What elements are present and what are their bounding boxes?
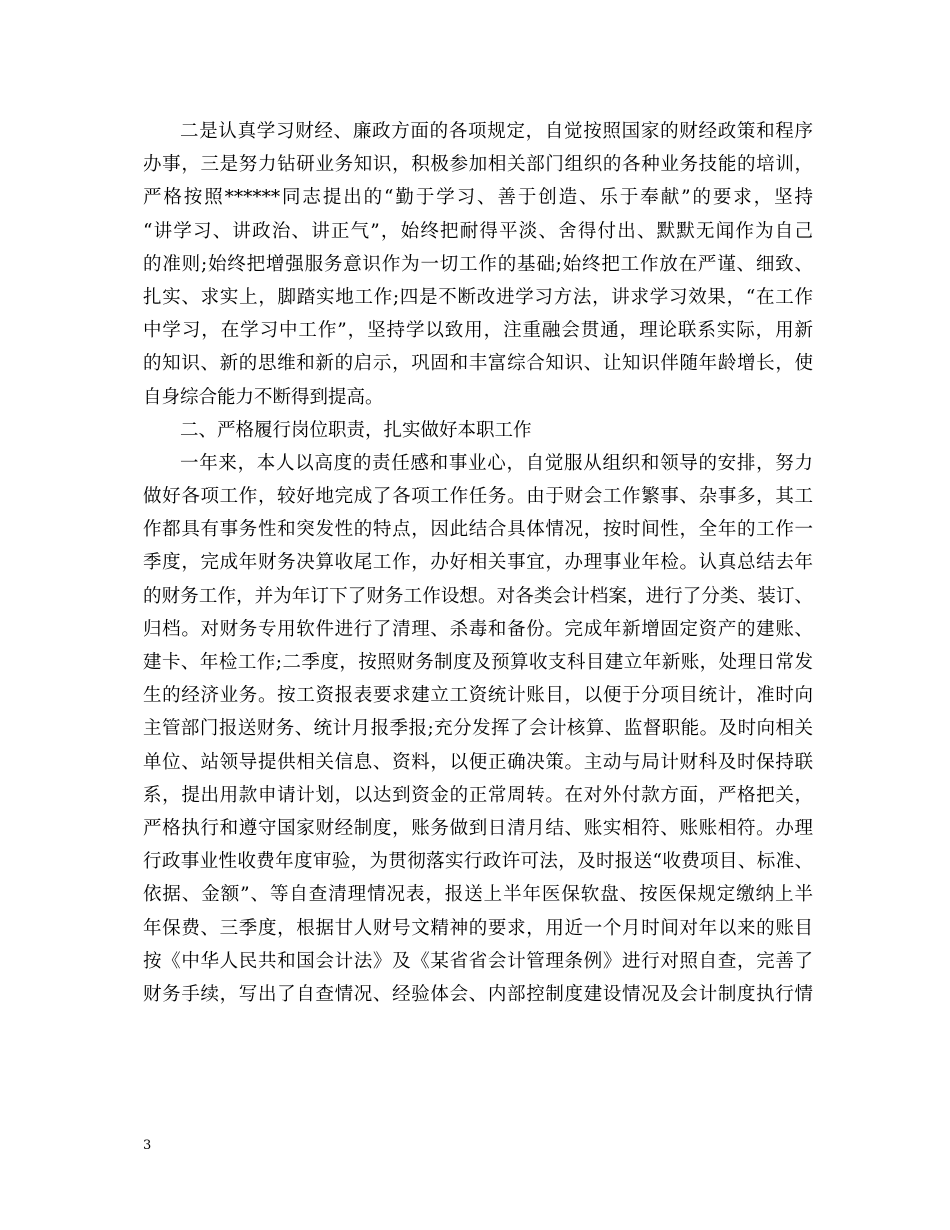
text-line: 按《中华人民共和国会计法》及《某省省会计管理条例》进行对照自查，完善了 — [143, 950, 813, 972]
text-line: 的准则;始终把增强服务意识作为一切工作的基础;始终把工作放在严谨、细致、 — [143, 253, 813, 275]
text-line: 中学习，在学习中工作”，坚持学以致用，注重融会贯通，理论联系实际，用新 — [143, 320, 813, 342]
text-line: 建卡、年检工作;二季度，按照财务制度及预算收支科目建立年新账，处理日常发 — [143, 652, 813, 673]
text-line: 二是认真学习财经、廉政方面的各项规定，自觉按照国家的财经政策和程序 — [180, 121, 813, 142]
body-text — [143, 115, 813, 1011]
text-line: 的知识、新的思维和新的启示，巩固和丰富综合知识、让知识伴随年龄增长，使 — [143, 353, 813, 375]
page-number: 3 — [143, 1138, 152, 1153]
text-line: 系，提出用款申请计划，以达到资金的正常周转。在对外付款方面，严格把关， — [143, 784, 813, 806]
text-line: 扎实、求实上，脚踏实地工作;四是不断改进学习方法，讲求学习效果，“在工作 — [143, 286, 813, 308]
text-line: 办事，三是努力钻研业务知识，积极参加相关部门组织的各种业务技能的培训， — [143, 154, 813, 176]
text-line: 严格执行和遵守国家财经制度，账务做到日清月结、账实相符、账账相符。办理 — [143, 817, 813, 839]
text-line: 生的经济业务。按工资报表要求建立工资统计账目，以便于分项目统计，准时向 — [143, 685, 813, 707]
text-line: “讲学习、讲政治、讲正气”，始终把耐得平淡、舍得付出、默默无闻作为自己 — [143, 220, 813, 242]
text-line: 的财务工作，并为年订下了财务工作设想。对各类会计档案，进行了分类、装订、 — [143, 585, 813, 607]
text-line: 年保费、三季度，根据甘人财号文精神的要求，用近一个月时间对年以来的账目 — [143, 917, 813, 939]
text-line: 自身综合能力不断得到提高。 — [143, 386, 384, 408]
text-line: 二、严格履行岗位职责，扎实做好本职工作 — [180, 419, 532, 441]
text-line: 财务手续，写出了自查情况、经验体会、内部控制度建设情况及会计制度执行情 — [143, 983, 813, 1005]
text-line: 作都具有事务性和突发性的特点，因此结合具体情况，按时间性，全年的工作一 — [143, 519, 813, 541]
text-line: 依据、金额”、等自查清理情况表，报送上半年医保软盘、按医保规定缴纳上半 — [143, 884, 813, 906]
text-line: 行政事业性收费年度审验，为贯彻落实行政许可法，及时报送“收费项目、标准、 — [143, 851, 813, 873]
text-line: 一年来，本人以高度的责任感和事业心，自觉服从组织和领导的安排，努力 — [180, 452, 813, 474]
text-line: 严格按照******同志提出的“勤于学习、善于创造、乐于奉献”的要求，坚持 — [143, 187, 813, 209]
text-line: 季度，完成年财务决算收尾工作，办好相关事宜，办理事业年检。认真总结去年 — [143, 552, 813, 574]
text-line: 单位、站领导提供相关信息、资料，以便正确决策。主动与局计财科及时保持联 — [143, 751, 813, 773]
text-line: 做好各项工作，较好地完成了各项工作任务。由于财会工作繁事、杂事多，其工 — [143, 486, 813, 508]
text-line: 归档。对财务专用软件进行了清理、杀毒和备份。完成年新增固定资产的建账、 — [143, 618, 813, 640]
text-line: 主管部门报送财务、统计月报季报;充分发挥了会计核算、监督职能。及时向相关 — [143, 718, 813, 740]
